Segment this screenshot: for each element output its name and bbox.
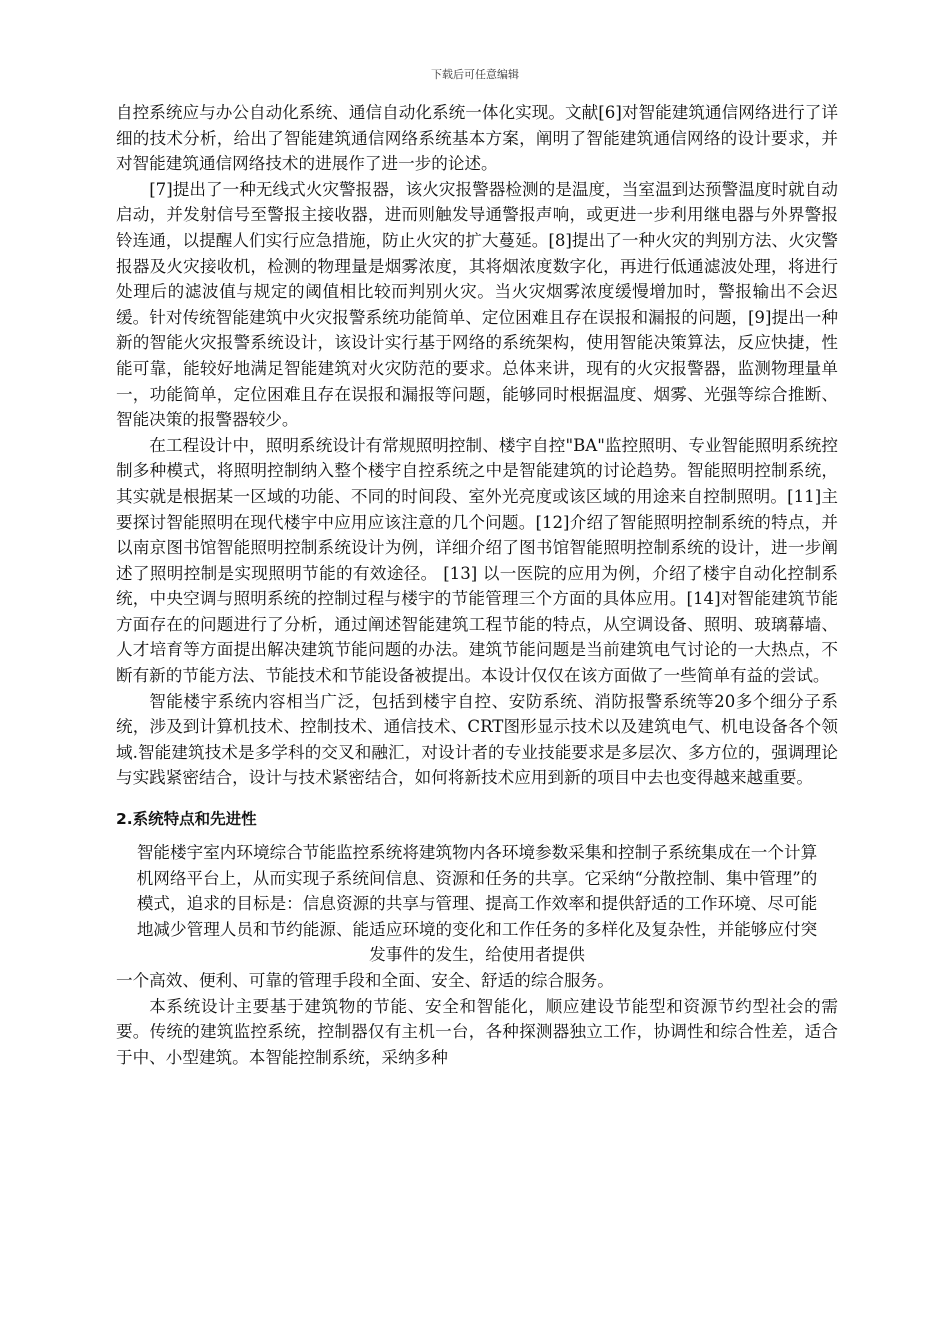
centered-paragraph: 智能楼宇室内环境综合节能监控系统将建筑物内各环境参数采集和控制子系统集成在一个计算机网络平台上，从而实现子系统间信息、资源和任务的共享。它采纳“分散控制、集中管理”的模式，追求的目标是：信息资源的共享与管理、提高工作效率和提供舒适的工作环境、尽可能地减少管理人员和节约能源、能适应环境的变化和工作任务的多样化及复杂性，并能够应付突发事件的发生，给使用者提供 bbox=[136, 843, 818, 965]
paragraph-5: 本系统设计主要基于建筑物的节能、安全和智能化，顺应建设节能型和资源节约型社会的需要。传统的建筑监控系统，控制器仅有主机一台，各种探测器独立工作，协调性和综合性差，适合于中、小型建筑。本智能控制系统，采纳多种 bbox=[116, 996, 838, 1067]
paragraph-1: 自控系统应与办公自动化系统、通信自动化系统一体化实现。文献[6]对智能建筑通信网络进行了详细的技术分析，给出了智能建筑通信网络系统基本方案，阐明了智能建筑通信网络的设计要求，并对智能建筑通信网络技术的进展作了进一步的论述。 bbox=[116, 103, 838, 174]
document-body bbox=[116, 100, 838, 1070]
paragraph-3: 在工程设计中，照明系统设计有常规照明控制、楼宇自控"BA"监控照明、专业智能照明系统控制多种模式，将照明控制纳入整个楼宇自控系统之中是智能建筑的讨论趋势。智能照明控制系统，其实就是根据某一区域的功能、不同的时间段、室外光亮度或该区域的用途来自控制照明。[11]主要探讨智能照明在现代楼宇中应用应该注意的几个问题。[12]介绍了智能照明控制系统的特点，并以南京图书馆智能照明控制系统设计为例，详细介绍了图书馆智能照明控制系统的设计，进一步阐述了照明控制是实现照明节能的有效途径。 [13] 以一医院的应用为例，介绍了楼宇自动化控制系统，中央空调与照明系统的控制过程与楼宇的节能管理三个方面的具体应用。[14]对智能建筑节能方面存在的问题进行了分析，通过阐述智能建筑工程节能的特点，从空调设备、照明、玻璃幕墙、人才培育等方面提出解决建筑节能问题的办法。建筑节能问题是当前建筑电气讨论的一大热点，不断有新的节能方法、节能技术和节能设备被提出。本设计仅仅在该方面做了一些简单有益的尝试。 bbox=[116, 435, 838, 686]
paragraph-4: 智能楼宇系统内容相当广泛，包括到楼宇自控、安防系统、消防报警系统等20多个细分子系统，涉及到计算机技术、控制技术、通信技术、CRT图形显示技术以及建筑电气、机电设备各个领域.智能建筑技术是多学科的交叉和融汇，对设计者的专业技能要求是多层次、多方位的，强调理论与实践紧密结合，设计与技术紧密结合，如何将新技术应用到新的项目中去也变得越来越重要。 bbox=[116, 691, 838, 788]
page-header-note: 下载后可任意编辑 bbox=[431, 68, 519, 81]
paragraph-tail: 一个高效、便利、可靠的管理手段和全面、安全、舒适的综合服务。 bbox=[116, 971, 614, 990]
paragraph-2: [7]提出了一种无线式火灾警报器，该火灾报警器检测的是温度，当室温到达预警温度时就自动启动，并发射信号至警报主接收器，进而则触发导通警报声响，或更进一步利用继电器与外界警报铃连通，以提醒人们实行应急措施，防止火灾的扩大蔓延。[8]提出了一种火灾的判别方法、火灾警报器及火灾接收机，检测的物理量是烟雾浓度，其将烟浓度数字化，再进行低通滤波处理，将进行处理后的滤波值与规定的阈值相比较而判别火灾。当火灾烟雾浓度缓慢增加时，警报输出不会迟缓。针对传统智能建筑中火灾报警系统功能简单、定位困难且存在误报和漏报的问题，[9]提出一种新的智能火灾报警系统设计，该设计实行基于网络的系统架构，使用智能决策算法，反应快捷，性能可靠，能较好地满足智能建筑对火灾防范的要求。总体来讲，现有的火灾报警器，监测物理量单一，功能简单，定位困难且存在误报和漏报等问题，能够同时根据温度、烟雾、光强等综合推断、智能决策的报警器较少。 bbox=[116, 179, 838, 430]
section-heading: 2.系统特点和先进性 bbox=[116, 810, 257, 829]
